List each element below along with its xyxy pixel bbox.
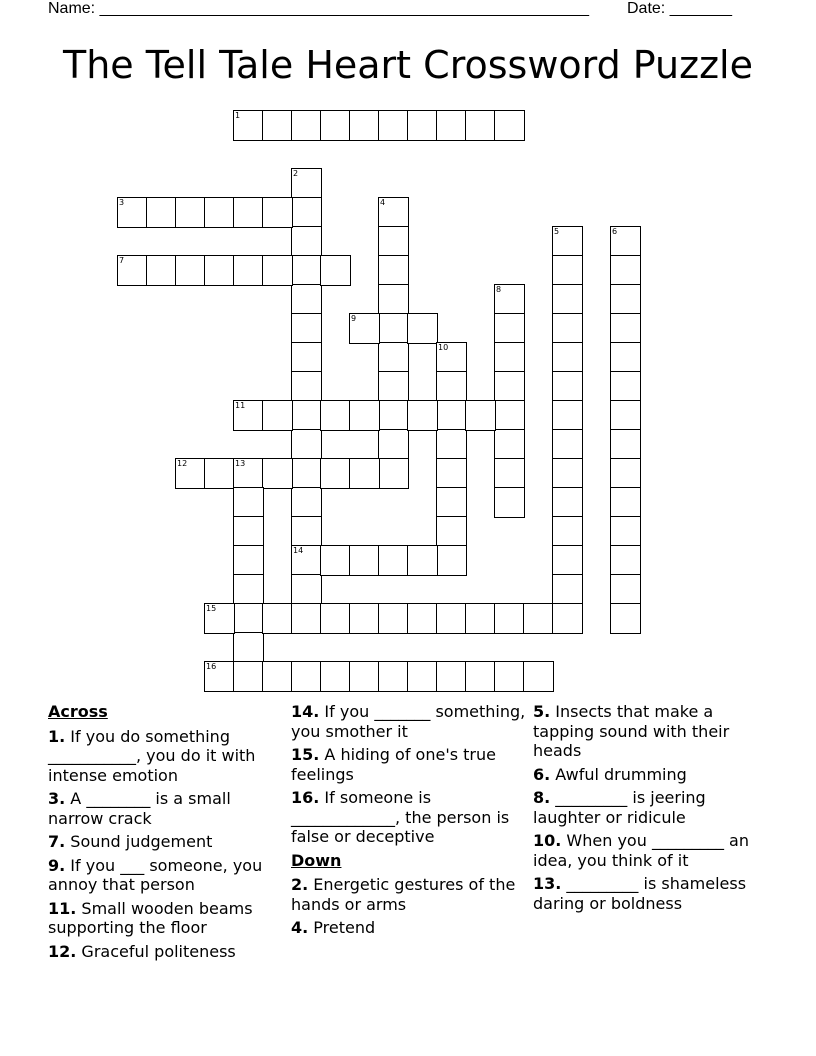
grid-cell[interactable] — [610, 371, 641, 402]
grid-cell[interactable] — [291, 487, 322, 518]
grid-cell[interactable] — [262, 661, 293, 692]
grid-cell[interactable] — [378, 226, 409, 257]
grid-cell[interactable] — [610, 342, 641, 373]
grid-cell[interactable] — [378, 342, 409, 373]
grid-cell[interactable] — [262, 197, 293, 228]
grid-cell[interactable] — [552, 342, 583, 373]
clue-item — [533, 702, 771, 761]
grid-cell[interactable] — [378, 400, 409, 431]
grid-cell[interactable] — [378, 429, 409, 460]
grid-cell[interactable] — [378, 458, 409, 489]
clue-item — [48, 856, 286, 895]
grid-cell[interactable] — [320, 458, 351, 489]
grid-cell[interactable] — [610, 487, 641, 518]
grid-cell[interactable] — [610, 429, 641, 460]
clue-item — [291, 918, 529, 938]
grid-cell[interactable] — [552, 400, 583, 431]
date-field[interactable]: Date: _______ — [627, 0, 732, 17]
clue-number-label: 11. — [48, 898, 77, 918]
grid-cell[interactable] — [552, 255, 583, 286]
clue-number: 9 — [351, 314, 357, 323]
grid-cell[interactable] — [378, 110, 409, 141]
grid-cell[interactable] — [320, 255, 351, 286]
clue-item — [291, 788, 529, 847]
grid-cell[interactable] — [465, 400, 496, 431]
grid-cell[interactable] — [291, 458, 322, 489]
grid-cell[interactable] — [494, 458, 525, 489]
clue-number: 4 — [380, 198, 386, 207]
grid-cell[interactable] — [610, 574, 641, 605]
grid-cell[interactable] — [436, 342, 467, 373]
clue-text: Small wooden beams supporting the floor — [48, 898, 253, 937]
grid-cell[interactable] — [523, 603, 554, 634]
clue-number: 14 — [293, 546, 304, 555]
down-clue-list — [291, 875, 529, 938]
clue-number: 12 — [177, 459, 188, 468]
grid-cell[interactable] — [552, 603, 583, 634]
grid-cell[interactable] — [436, 110, 467, 141]
grid-cell[interactable] — [204, 197, 235, 228]
grid-cell[interactable] — [233, 487, 264, 518]
grid-cell[interactable] — [436, 429, 467, 460]
grid-cell[interactable] — [465, 661, 496, 692]
grid-cell[interactable] — [320, 545, 351, 576]
grid-cell[interactable] — [407, 661, 438, 692]
grid-cell[interactable] — [204, 255, 235, 286]
grid-cell[interactable] — [146, 197, 177, 228]
grid-cell[interactable] — [349, 400, 380, 431]
grid-cell[interactable] — [320, 661, 351, 692]
grid-cell[interactable] — [320, 110, 351, 141]
clue-number-label: 1. — [48, 726, 66, 746]
grid-cell[interactable] — [407, 545, 438, 576]
grid-cell[interactable] — [494, 429, 525, 460]
grid-cell[interactable] — [610, 313, 641, 344]
grid-cell[interactable] — [610, 226, 641, 257]
grid-cell[interactable] — [610, 458, 641, 489]
grid-cell[interactable] — [204, 603, 235, 634]
grid-cell[interactable] — [291, 661, 322, 692]
grid-cell[interactable] — [552, 226, 583, 257]
clue-number: 15 — [206, 604, 217, 613]
clue-text: If someone is _____________, the person is false or deceptive — [291, 788, 510, 846]
grid-cell[interactable] — [552, 545, 583, 576]
grid-cell[interactable] — [175, 255, 206, 286]
grid-cell[interactable] — [233, 574, 264, 605]
clue-number-label: 9. — [48, 855, 66, 875]
grid-cell[interactable] — [552, 429, 583, 460]
grid-cell[interactable] — [291, 255, 322, 286]
clue-number: 6 — [612, 227, 618, 236]
clue-number: 2 — [293, 169, 299, 178]
grid-cell[interactable] — [233, 632, 264, 663]
clue-number-label: 10. — [533, 831, 562, 850]
grid-cell[interactable] — [320, 400, 351, 431]
across-clue-list — [48, 727, 286, 962]
clue-number-label: 13. — [533, 874, 562, 893]
grid-cell[interactable] — [291, 545, 322, 576]
clue-number: 3 — [119, 198, 125, 207]
grid-cell[interactable] — [204, 458, 235, 489]
grid-cell[interactable] — [378, 545, 409, 576]
grid-cell[interactable] — [378, 255, 409, 286]
clue-item — [48, 899, 286, 938]
clue-item — [533, 831, 771, 870]
grid-cell[interactable] — [436, 458, 467, 489]
grid-cell[interactable] — [291, 110, 322, 141]
clue-text: Insects that make a tapping sound with their heads — [533, 702, 730, 760]
clue-item — [48, 832, 286, 852]
grid-cell[interactable] — [436, 661, 467, 692]
clue-number-label: 4. — [291, 918, 309, 937]
grid-cell[interactable] — [349, 458, 380, 489]
grid-cell[interactable] — [291, 516, 322, 547]
grid-cell[interactable] — [552, 284, 583, 315]
clues-column-3 — [533, 702, 771, 917]
clue-text: Energetic gestures of the hands or arms — [291, 875, 516, 914]
grid-cell[interactable] — [233, 197, 264, 228]
grid-cell[interactable] — [262, 110, 293, 141]
clue-number-label: 7. — [48, 832, 66, 851]
grid-cell[interactable] — [175, 197, 206, 228]
grid-cell[interactable] — [407, 110, 438, 141]
grid-cell[interactable] — [291, 168, 322, 199]
clue-item — [533, 874, 771, 913]
clue-number-label: 5. — [533, 702, 551, 721]
grid-cell[interactable] — [262, 458, 293, 489]
grid-cell[interactable] — [175, 458, 206, 489]
grid-cell[interactable] — [291, 284, 322, 315]
clue-text: If you do something ___________, you do it with intense emotion — [48, 726, 256, 785]
grid-cell[interactable] — [494, 284, 525, 315]
clue-item — [48, 789, 286, 828]
grid-cell[interactable] — [610, 255, 641, 286]
grid-cell[interactable] — [233, 603, 264, 634]
grid-cell[interactable] — [204, 661, 235, 692]
grid-cell[interactable] — [436, 545, 467, 576]
grid-cell[interactable] — [436, 487, 467, 518]
grid-cell[interactable] — [291, 226, 322, 257]
clue-text: _________ is shameless daring or boldness — [533, 874, 747, 913]
grid-cell[interactable] — [494, 487, 525, 518]
grid-cell[interactable] — [233, 110, 264, 141]
grid-cell[interactable] — [117, 197, 148, 228]
clue-number: 8 — [496, 285, 502, 294]
clue-text: Awful drumming — [550, 764, 687, 784]
clue-text: Graceful politeness — [76, 941, 236, 961]
grid-cell[interactable] — [349, 110, 380, 141]
clue-number: 16 — [206, 662, 217, 671]
clue-text: A ________ is a small narrow crack — [48, 789, 231, 828]
grid-cell[interactable] — [291, 342, 322, 373]
grid-cell[interactable] — [552, 516, 583, 547]
clue-number-label: 12. — [48, 941, 77, 961]
page-title: The Tell Tale Heart Crossword Puzzle — [63, 43, 753, 87]
name-field[interactable]: Name: _______________________________________________________ — [48, 0, 589, 17]
grid-cell[interactable] — [465, 603, 496, 634]
clue-text: Sound judgement — [65, 832, 213, 851]
grid-cell[interactable] — [349, 313, 380, 344]
grid-cell[interactable] — [552, 371, 583, 402]
grid-cell[interactable] — [610, 545, 641, 576]
grid-cell[interactable] — [465, 110, 496, 141]
clue-number-label: 6. — [533, 764, 551, 784]
clue-text: _________ is jeering laughter or ridicule — [533, 788, 706, 827]
grid-cell[interactable] — [436, 603, 467, 634]
clue-text: When you _________ an idea, you think of it — [533, 831, 749, 870]
grid-cell[interactable] — [552, 487, 583, 518]
grid-cell[interactable] — [552, 458, 583, 489]
clue-text: A hiding of one's true feelings — [291, 745, 496, 784]
grid-cell[interactable] — [378, 197, 409, 228]
grid-cell[interactable] — [378, 661, 409, 692]
clues-column-2 — [291, 702, 529, 942]
clue-number-label: 14. — [291, 702, 320, 721]
clue-number-label: 15. — [291, 745, 320, 764]
clue-number-label: 16. — [291, 788, 320, 807]
clue-number: 11 — [235, 401, 246, 410]
grid-cell[interactable] — [494, 661, 525, 692]
grid-cell[interactable] — [552, 574, 583, 605]
clue-item — [533, 788, 771, 827]
grid-cell[interactable] — [233, 458, 264, 489]
grid-cell[interactable] — [378, 603, 409, 634]
clue-item — [533, 765, 771, 785]
grid-cell[interactable] — [494, 110, 525, 141]
grid-cell[interactable] — [610, 284, 641, 315]
grid-cell[interactable] — [291, 371, 322, 402]
grid-cell[interactable] — [436, 371, 467, 402]
clue-item — [291, 875, 529, 914]
clue-item — [291, 702, 529, 741]
grid-cell[interactable] — [378, 313, 409, 344]
clue-item — [48, 727, 286, 786]
clue-number: 1 — [235, 111, 241, 120]
clue-number-label: 2. — [291, 875, 309, 894]
grid-cell[interactable] — [262, 400, 293, 431]
grid-cell[interactable] — [610, 400, 641, 431]
grid-cell[interactable] — [117, 255, 148, 286]
grid-cell[interactable] — [349, 545, 380, 576]
down-clue-list-continued — [533, 702, 771, 913]
grid-cell[interactable] — [407, 313, 438, 344]
grid-cell[interactable] — [291, 313, 322, 344]
grid-cell[interactable] — [233, 545, 264, 576]
grid-cell[interactable] — [552, 313, 583, 344]
grid-cell[interactable] — [610, 603, 641, 634]
grid-cell[interactable] — [494, 313, 525, 344]
clue-text: If you _______ something, you smother it — [291, 702, 526, 741]
grid-cell[interactable] — [349, 603, 380, 634]
grid-cell[interactable] — [610, 516, 641, 547]
clue-item — [48, 942, 286, 962]
down-heading: Down — [291, 850, 342, 870]
clue-text: Pretend — [308, 918, 376, 937]
grid-cell[interactable] — [407, 603, 438, 634]
grid-cell[interactable] — [349, 661, 380, 692]
grid-cell[interactable] — [494, 603, 525, 634]
grid-cell[interactable] — [494, 400, 525, 431]
grid-cell[interactable] — [146, 255, 177, 286]
clue-number-label: 8. — [533, 788, 551, 807]
clue-number-label: 3. — [48, 789, 66, 808]
grid-cell[interactable] — [262, 255, 293, 286]
clue-number: 13 — [235, 459, 246, 468]
clue-number: 10 — [438, 343, 449, 352]
grid-cell[interactable] — [291, 429, 322, 460]
grid-cell[interactable] — [378, 284, 409, 315]
grid-cell[interactable] — [233, 516, 264, 547]
grid-cell[interactable] — [378, 371, 409, 402]
grid-cell[interactable] — [436, 516, 467, 547]
clue-number: 5 — [554, 227, 560, 236]
clue-item — [291, 745, 529, 784]
grid-cell[interactable] — [436, 400, 467, 431]
clues-column-1 — [48, 702, 286, 965]
grid-cell[interactable] — [407, 400, 438, 431]
across-heading: Across — [48, 702, 108, 721]
grid-cell[interactable] — [291, 197, 322, 228]
grid-cell[interactable] — [494, 342, 525, 373]
grid-cell[interactable] — [291, 400, 322, 431]
grid-cell[interactable] — [262, 603, 293, 634]
grid-cell[interactable] — [291, 574, 322, 605]
across-clue-list-continued — [291, 702, 529, 847]
clue-number: 7 — [119, 256, 125, 265]
grid-cell[interactable] — [494, 371, 525, 402]
grid-cell[interactable] — [233, 255, 264, 286]
grid-cell[interactable] — [523, 661, 554, 692]
grid-cell[interactable] — [233, 661, 264, 692]
grid-cell[interactable] — [320, 603, 351, 634]
grid-cell[interactable] — [233, 400, 264, 431]
clue-text: If you ___ someone, you annoy that person — [48, 855, 263, 894]
grid-cell[interactable] — [291, 603, 322, 634]
